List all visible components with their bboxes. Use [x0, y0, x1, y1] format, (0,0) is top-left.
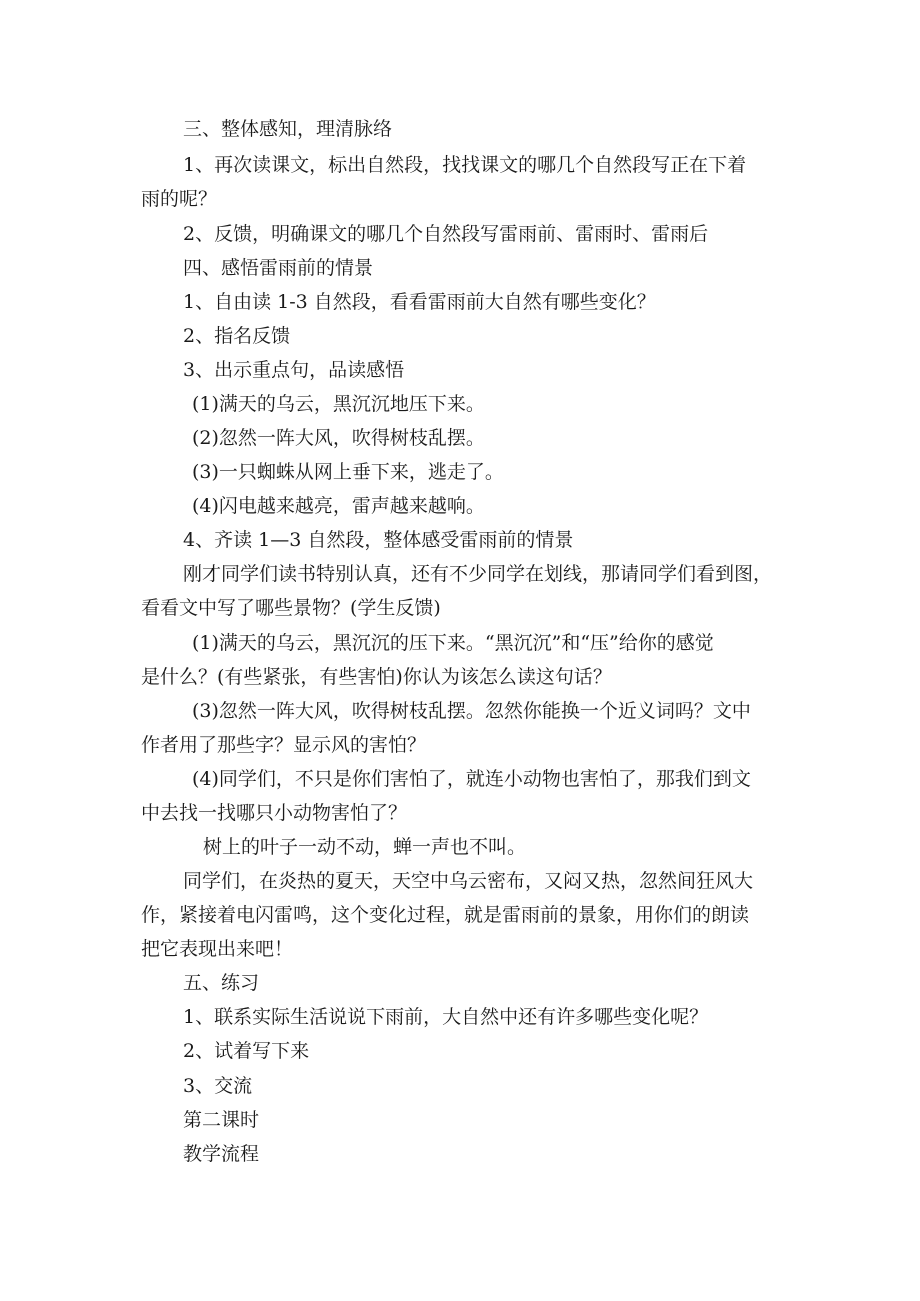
paragraph-line: 4、齐读 1—3 自然段，整体感受雷雨前的情景: [183, 529, 574, 551]
paragraph-line: 1、再次读课文，标出自然段，找找课文的哪几个自然段写正在下着: [183, 154, 747, 176]
heading-lesson-2: 第二课时: [183, 1109, 260, 1131]
key-sentence: (3)一只蜘蛛从网上垂下来，逃走了。: [192, 461, 504, 483]
paragraph-line: 雨的呢？: [141, 188, 218, 210]
paragraph-line: 3、交流: [183, 1075, 253, 1097]
key-sentence: (2)忽然一阵大风，吹得树枝乱摆。: [192, 427, 485, 449]
paragraph-line: (1)满天的乌云，黑沉沉的压下来。“黑沉沉”和“压”给你的感觉: [192, 632, 714, 654]
heading-section-5: 五、练习: [183, 972, 260, 994]
paragraph-line: 2、指名反馈: [183, 325, 291, 347]
heading-teaching-flow: 教学流程: [183, 1143, 260, 1165]
paragraph-line: 1、联系实际生活说说下雨前，大自然中还有许多哪些变化呢？: [183, 1006, 709, 1028]
paragraph-line: 是什么？(有些紧张，有些害怕)你认为该怎么读这句话？: [141, 666, 612, 688]
quote-line: 树上的叶子一动不动，蝉一声也不叫。: [203, 836, 527, 858]
key-sentence: (1)满天的乌云，黑沉沉地压下来。: [192, 393, 485, 415]
paragraph-line: (3)忽然一阵大风，吹得树枝乱摆。忽然你能换一个近义词吗？文中: [192, 700, 751, 722]
paragraph-line: 刚才同学们读书特别认真，还有不少同学在划线，那请同学们看到图，: [183, 563, 773, 585]
paragraph-line: 1、自由读 1-3 自然段，看看雷雨前大自然有哪些变化？: [183, 291, 656, 313]
paragraph-line: 把它表现出来吧！: [141, 938, 294, 960]
heading-section-3: 三、整体感知，理清脉络: [183, 118, 393, 140]
paragraph-line: 2、试着写下来: [183, 1040, 310, 1062]
paragraph-line: 看看文中写了哪些景物？(学生反馈): [141, 597, 441, 619]
paragraph-line: (4)同学们，不只是你们害怕了，就连小动物也害怕了，那我们到文: [192, 768, 751, 790]
paragraph-line: 作，紧接着电闪雷鸣，这个变化过程，就是雷雨前的景象，用你们的朗读: [141, 904, 750, 926]
heading-section-4: 四、感悟雷雨前的情景: [183, 257, 374, 279]
paragraph-line: 中去找一找哪只小动物害怕了？: [141, 802, 408, 824]
key-sentence: (4)闪电越来越亮，雷声越来越响。: [192, 495, 485, 517]
paragraph-line: 同学们，在炎热的夏天，天空中乌云密布，又闷又热，忽然间狂风大: [183, 870, 754, 892]
paragraph-line: 3、出示重点句，品读感悟: [183, 359, 405, 381]
paragraph-line: 2、反馈，明确课文的哪几个自然段写雷雨前、雷雨时、雷雨后: [183, 223, 709, 245]
paragraph-line: 作者用了那些字？显示风的害怕？: [141, 734, 427, 756]
